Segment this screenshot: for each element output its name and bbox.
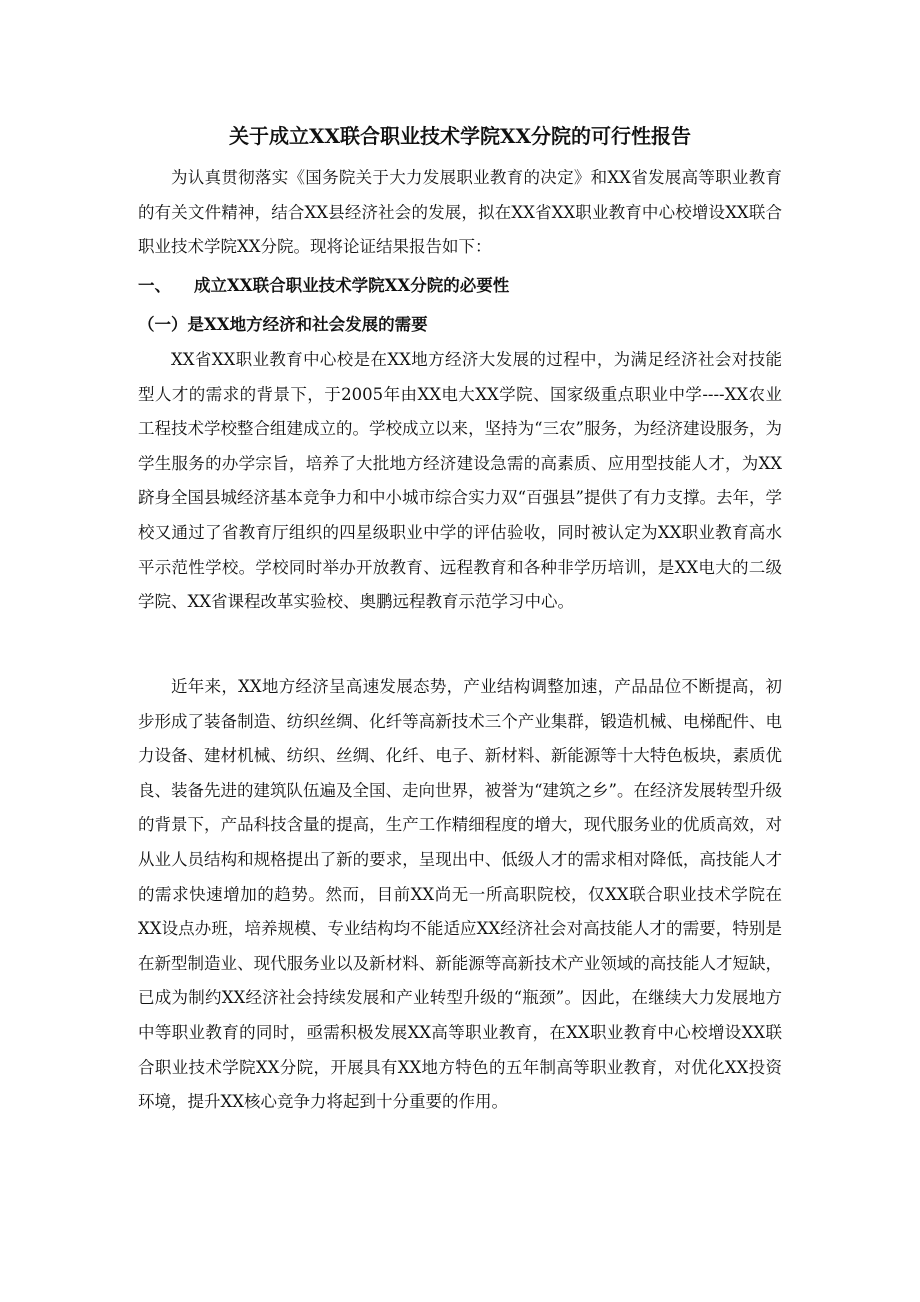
- intro-paragraph: 为认真贯彻落实《国务院关于大力发展职业教育的决定》和XX省发展高等职业教育的有关文件精神，结合XX县经济社会的发展，拟在XX省XX职业教育中心校增设XX联合职业技术学院XX分院。现将论证结果报告如下：: [138, 168, 782, 257]
- subsection-heading: （一）是XX地方经济和社会发展的需要: [138, 315, 428, 334]
- section-number: 一、: [138, 276, 171, 295]
- document-title: 关于成立XX联合职业技术学院XX分院的可行性报告: [228, 124, 692, 148]
- section-heading: [138, 269, 782, 303]
- body-paragraph: 近年来，XX地方经济呈高速发展态势，产业结构调整加速，产品品位不断提高，初步形成了装备制造、纺织丝绸、化纤等高新技术三个产业集群，锻造机械、电梯配件、电力设备、建材机械、纺织、丝绸、化纤、电子、新材料、新能源等十大特色板块，素质优良、装备先进的建筑队伍遍及全国、走向世界，被誉为“建筑之乡”。在经济发展转型升级的背景下，产品科技含量的提高，生产工作精细程度的增大，现代服务业的优质高效，对从业人员结构和规格提出了新的要求，呈现出中、低级人才的需求相对降低，高技能人才的需求快速增加的趋势。然而，目前XX尚无一所高职院校，仅XX联合职业技术学院在XX设点办班，培养规模、专业结构均不能适应XX经济社会对高技能人才的需要，特别是在新型制造业、现代服务业以及新材料、新能源等高新技术产业领域的高技能人才短缺，已成为制约XX经济社会持续发展和产业转型升级的“瓶颈”。因此，在继续大力发展地方中等职业教育的同时，亟需积极发展XX高等职业教育，在XX职业教育中心校增设XX联合职业技术学院XX分院，开展具有XX地方特色的五年制高等职业教育，对优化XX投资环境，提升XX核心竞争力将起到十分重要的作用。: [138, 677, 782, 1112]
- body-paragraph: XX省XX职业教育中心校是在XX地方经济大发展的过程中，为满足经济社会对技能型人才的需求的背景下，于2005年由XX电大XX学院、国家级重点职业中学----XX农业工程技术学校整合组建成立的。学校成立以来，坚持为“三农”服务，为经济建设服务，为学生服务的办学宗旨，培养了大批地方经济建设急需的高素质、应用型技能人才，为XX跻身全国县城经济基本竞争力和中小城市综合实力双“百强县”提供了有力支撑。去年，学校又通过了省教育厅组织的四星级职业中学的评估验收，同时被认定为XX职业教育高水平示范性学校。学校同时举办开放教育、远程教育和各种非学历培训，是XX电大的二级学院、XX省课程改革实验校、奥鹏远程教育示范学习中心。: [138, 350, 782, 612]
- section-heading-text: 成立XX联合职业技术学院XX分院的必要性: [194, 276, 510, 295]
